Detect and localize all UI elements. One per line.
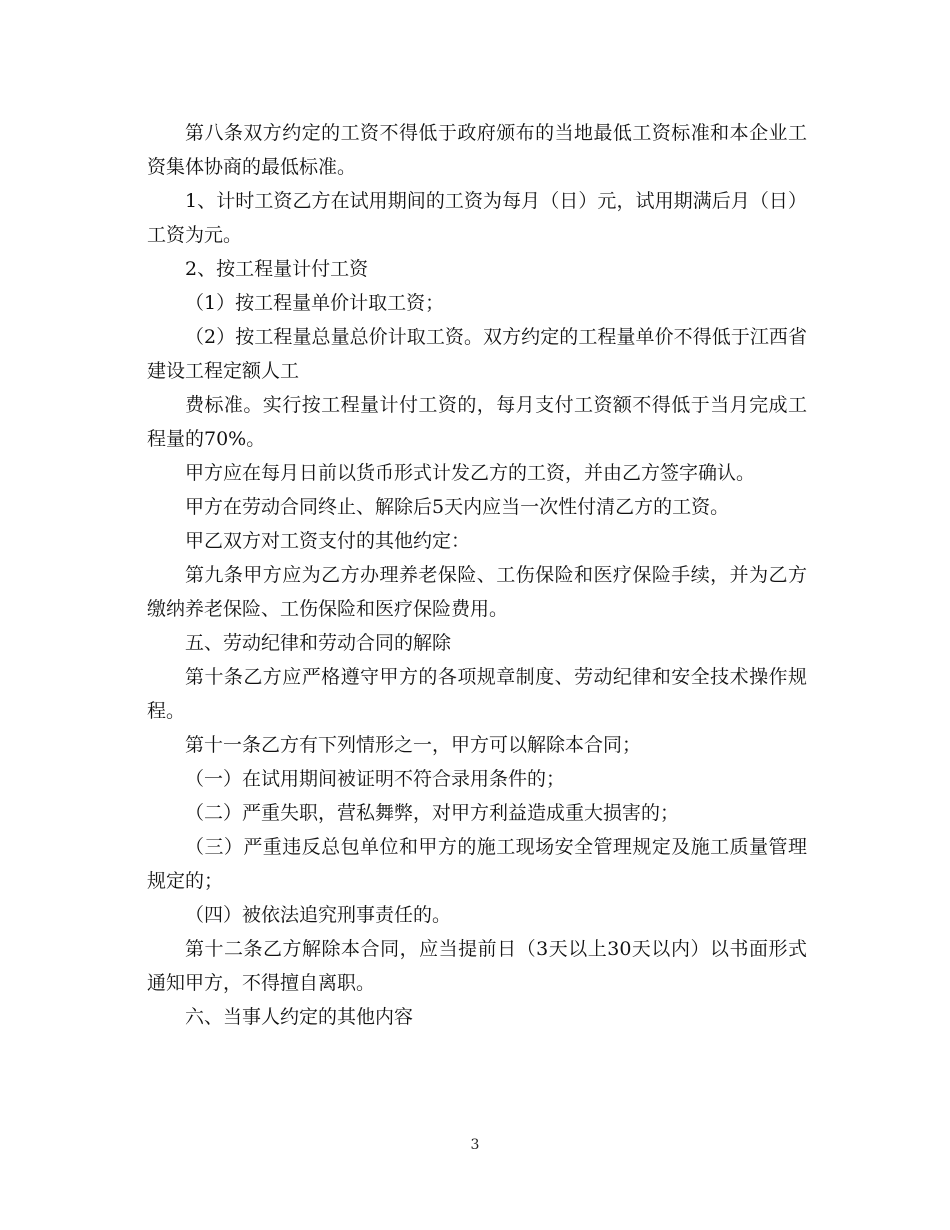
section-5-heading: 五、劳动纪律和劳动合同的解除 (185, 632, 452, 654)
article-9-insurance: 第九条甲方应为乙方办理养老保险、工伤保险和医疗保险手续，并为乙方缴纳养老保险、工伤保险和医疗保险费用。 (147, 564, 807, 620)
article-10-discipline: 第十条乙方应严格遵守甲方的各项规章制度、劳动纪律和安全技术操作规程。 (147, 666, 807, 722)
termination-item-2: （二）严重失职，营私舞弊，对甲方利益造成重大损害的； (185, 802, 680, 824)
termination-item-4: （四）被依法追究刑事责任的。 (185, 904, 452, 926)
final-settlement-clause: 甲方在劳动合同终止、解除后5天内应当一次性付清乙方的工资。 (185, 496, 730, 518)
section-6-heading: 六、当事人约定的其他内容 (185, 1006, 414, 1028)
hourly-wage-clause: 1、计时工资乙方在试用期间的工资为每月（日）元，试用期满后月（日）工资为元。 (147, 190, 807, 246)
termination-item-3: （三）严重违反总包单位和甲方的施工现场安全管理规定及施工质量管理规定的； (147, 836, 807, 892)
article-8-wage-minimum: 第八条双方约定的工资不得低于政府颁布的当地最低工资标准和本企业工资集体协商的最低标准。 (147, 122, 807, 178)
total-price-item: （2）按工程量总量总价计取工资。双方约定的工程量单价不得低于江西省建设工程定额人工 (147, 326, 807, 382)
labor-cost-standard: 费标准。实行按工程量计付工资的，每月支付工资额不得低于当月完成工程量的70%。 (147, 394, 807, 450)
unit-price-item: （1）按工程量单价计取工资； (185, 292, 445, 314)
monthly-payment-clause: 甲方应在每月日前以货币形式计发乙方的工资，并由乙方签字确认。 (185, 462, 756, 484)
page-number: 3 (470, 1137, 480, 1153)
article-12-resignation: 第十二条乙方解除本合同，应当提前日（3天以上30天以内）以书面形式通知甲方，不得擅自离职。 (147, 938, 807, 994)
piecework-wage-heading: 2、按工程量计付工资 (185, 258, 369, 280)
termination-item-1: （一）在试用期间被证明不符合录用条件的； (185, 768, 566, 790)
document-body (147, 116, 807, 1034)
other-wage-agreements: 甲乙双方对工资支付的其他约定： (185, 530, 471, 552)
article-11-termination: 第十一条乙方有下列情形之一，甲方可以解除本合同； (185, 734, 642, 756)
